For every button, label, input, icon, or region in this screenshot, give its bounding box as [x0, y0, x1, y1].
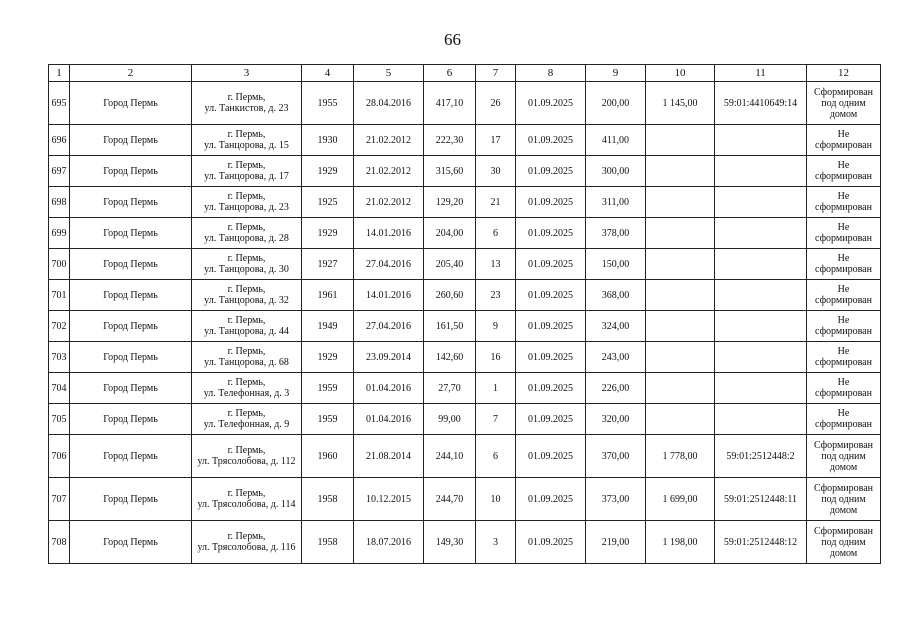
status-line: Не: [837, 346, 850, 357]
address-line: ул. Танцорова, д. 17: [204, 171, 289, 182]
year-cell: 1927: [302, 249, 354, 280]
area-cell: 142,60: [424, 342, 476, 373]
cadastral-number-cell: [715, 156, 807, 187]
table-row: [49, 125, 881, 156]
date-cell: 01.09.2025: [516, 342, 586, 373]
year-cell: 1959: [302, 404, 354, 435]
count-cell: 26: [476, 82, 516, 125]
municipality-cell: Город Пермь: [70, 373, 192, 404]
value-cell: 373,00: [586, 478, 646, 521]
value-cell: 368,00: [586, 280, 646, 311]
value-cell: [646, 249, 715, 280]
cadastral-number-cell: [715, 125, 807, 156]
status-line: Не: [837, 129, 850, 140]
address-line: г. Пермь,: [227, 531, 266, 542]
value-cell: 324,00: [586, 311, 646, 342]
year-cell: 1959: [302, 373, 354, 404]
cadastral-number-cell: [715, 187, 807, 218]
date-cell: 23.09.2014: [354, 342, 424, 373]
status-line: под одним: [821, 450, 866, 462]
column-header: 4: [302, 65, 354, 82]
cadastral-number-cell: [715, 404, 807, 435]
status-cell: [807, 373, 881, 404]
municipality-cell: Город Пермь: [70, 521, 192, 564]
page-number: 66: [444, 30, 461, 49]
area-cell: 149,30: [424, 521, 476, 564]
value-cell: 1 198,00: [646, 521, 715, 564]
registry-table: [48, 64, 881, 564]
row-number: 705: [49, 404, 70, 435]
area-cell: 417,10: [424, 82, 476, 125]
status-line: сформирован: [815, 233, 872, 244]
year-cell: 1929: [302, 218, 354, 249]
date-cell: 28.04.2016: [354, 82, 424, 125]
row-number: 700: [49, 249, 70, 280]
date-cell: 18.07.2016: [354, 521, 424, 564]
municipality-cell: Город Пермь: [70, 249, 192, 280]
row-number: 696: [49, 125, 70, 156]
status-line: под одним: [821, 493, 866, 505]
date-cell: 14.01.2016: [354, 280, 424, 311]
municipality-cell: Город Пермь: [70, 311, 192, 342]
address-cell: [192, 521, 302, 564]
status-line: Не: [837, 222, 850, 233]
address-line: г. Пермь,: [227, 160, 266, 171]
date-cell: 01.09.2025: [516, 187, 586, 218]
status-line: домом: [829, 547, 858, 559]
status-cell: [807, 125, 881, 156]
header-row: [49, 65, 881, 82]
status-line: сформирован: [815, 295, 872, 306]
municipality-cell: Город Пермь: [70, 280, 192, 311]
address-cell: [192, 218, 302, 249]
address-line: г. Пермь,: [227, 408, 266, 419]
municipality-cell: Город Пермь: [70, 478, 192, 521]
status-line: домом: [829, 108, 858, 120]
year-cell: 1929: [302, 342, 354, 373]
date-cell: 01.09.2025: [516, 82, 586, 125]
count-cell: 17: [476, 125, 516, 156]
address-cell: [192, 404, 302, 435]
table-row: [49, 435, 881, 478]
status-line: сформирован: [815, 171, 872, 182]
status-cell: [807, 478, 881, 521]
cadastral-number-cell: 59:01:2512448:2: [715, 435, 807, 478]
date-cell: 01.09.2025: [516, 478, 586, 521]
count-cell: 7: [476, 404, 516, 435]
date-cell: 01.09.2025: [516, 373, 586, 404]
count-cell: 1: [476, 373, 516, 404]
table-row: [49, 521, 881, 564]
status-line: Сформирован: [813, 525, 874, 537]
date-cell: 14.01.2016: [354, 218, 424, 249]
municipality-cell: Город Пермь: [70, 125, 192, 156]
cadastral-number-cell: [715, 311, 807, 342]
status-line: сформирован: [815, 202, 872, 213]
address-cell: [192, 125, 302, 156]
table-row: [49, 82, 881, 125]
address-cell: [192, 435, 302, 478]
status-line: под одним: [821, 97, 866, 109]
value-cell: 200,00: [586, 82, 646, 125]
count-cell: 6: [476, 435, 516, 478]
date-cell: 21.08.2014: [354, 435, 424, 478]
value-cell: [646, 342, 715, 373]
date-cell: 01.09.2025: [516, 311, 586, 342]
address-cell: [192, 82, 302, 125]
area-cell: 244,10: [424, 435, 476, 478]
municipality-cell: Город Пермь: [70, 82, 192, 125]
value-cell: [646, 373, 715, 404]
table-row: [49, 218, 881, 249]
row-number: 703: [49, 342, 70, 373]
table-row: [49, 373, 881, 404]
column-header: 11: [715, 65, 807, 82]
status-cell: [807, 521, 881, 564]
status-line: сформирован: [815, 140, 872, 151]
value-cell: 300,00: [586, 156, 646, 187]
address-line: г. Пермь,: [227, 284, 266, 295]
area-cell: 129,20: [424, 187, 476, 218]
address-line: г. Пермь,: [227, 377, 266, 388]
year-cell: 1955: [302, 82, 354, 125]
municipality-cell: Город Пермь: [70, 435, 192, 478]
status-line: Не: [837, 253, 850, 264]
address-line: ул. Танцорова, д. 23: [204, 202, 289, 213]
address-line: г. Пермь,: [227, 488, 266, 499]
table-row: [49, 280, 881, 311]
count-cell: 13: [476, 249, 516, 280]
status-line: домом: [829, 461, 858, 473]
status-line: Сформирован: [813, 439, 874, 451]
municipality-cell: Город Пермь: [70, 187, 192, 218]
address-line: ул. Танкистов, д. 23: [204, 103, 289, 114]
date-cell: 01.09.2025: [516, 280, 586, 311]
address-cell: [192, 249, 302, 280]
value-cell: [646, 218, 715, 249]
row-number: 707: [49, 478, 70, 521]
column-header: 5: [354, 65, 424, 82]
year-cell: 1958: [302, 478, 354, 521]
table-row: [49, 342, 881, 373]
date-cell: 01.04.2016: [354, 373, 424, 404]
area-cell: 222,30: [424, 125, 476, 156]
column-header: 8: [516, 65, 586, 82]
municipality-cell: Город Пермь: [70, 404, 192, 435]
area-cell: 244,70: [424, 478, 476, 521]
address-line: ул. Танцорова, д. 28: [204, 233, 289, 244]
year-cell: 1930: [302, 125, 354, 156]
status-line: Не: [837, 191, 850, 202]
table-row: [49, 478, 881, 521]
status-line: домом: [829, 504, 858, 516]
value-cell: [646, 311, 715, 342]
date-cell: 21.02.2012: [354, 187, 424, 218]
cadastral-number-cell: [715, 342, 807, 373]
date-cell: 01.09.2025: [516, 218, 586, 249]
column-header: 10: [646, 65, 715, 82]
table-row: [49, 187, 881, 218]
date-cell: 01.04.2016: [354, 404, 424, 435]
column-header: 6: [424, 65, 476, 82]
column-header: 3: [192, 65, 302, 82]
cadastral-number-cell: [715, 218, 807, 249]
address-line: ул. Трясолобова, д. 116: [197, 542, 296, 553]
address-line: ул. Танцорова, д. 30: [204, 264, 289, 275]
table-row: [49, 249, 881, 280]
status-cell: [807, 435, 881, 478]
status-line: под одним: [821, 536, 866, 548]
date-cell: 27.04.2016: [354, 311, 424, 342]
status-line: Сформирован: [813, 86, 874, 98]
row-number: 701: [49, 280, 70, 311]
status-line: сформирован: [815, 326, 872, 337]
address-line: ул. Телефонная, д. 3: [203, 388, 290, 399]
status-line: Не: [837, 160, 850, 171]
status-cell: [807, 156, 881, 187]
column-header: 9: [586, 65, 646, 82]
date-cell: 01.09.2025: [516, 435, 586, 478]
area-cell: 204,00: [424, 218, 476, 249]
address-line: г. Пермь,: [227, 315, 266, 326]
value-cell: 370,00: [586, 435, 646, 478]
count-cell: 16: [476, 342, 516, 373]
status-cell: [807, 82, 881, 125]
row-number: 699: [49, 218, 70, 249]
value-cell: 150,00: [586, 249, 646, 280]
count-cell: 23: [476, 280, 516, 311]
date-cell: 01.09.2025: [516, 249, 586, 280]
address-cell: [192, 478, 302, 521]
year-cell: 1960: [302, 435, 354, 478]
area-cell: 161,50: [424, 311, 476, 342]
date-cell: 21.02.2012: [354, 125, 424, 156]
address-line: ул. Трясолобова, д. 114: [197, 499, 296, 510]
address-line: г. Пермь,: [227, 92, 266, 103]
status-cell: [807, 342, 881, 373]
cadastral-number-cell: 59:01:4410649:14: [715, 82, 807, 125]
cadastral-number-cell: [715, 373, 807, 404]
value-cell: 1 778,00: [646, 435, 715, 478]
column-header: 12: [807, 65, 881, 82]
address-line: г. Пермь,: [227, 346, 266, 357]
address-line: г. Пермь,: [227, 445, 266, 456]
row-number: 698: [49, 187, 70, 218]
address-line: г. Пермь,: [227, 129, 266, 140]
cadastral-number-cell: 59:01:2512448:11: [715, 478, 807, 521]
status-line: сформирован: [815, 388, 872, 399]
value-cell: [646, 187, 715, 218]
date-cell: 01.09.2025: [516, 521, 586, 564]
status-line: сформирован: [815, 264, 872, 275]
status-cell: [807, 280, 881, 311]
count-cell: 30: [476, 156, 516, 187]
value-cell: 243,00: [586, 342, 646, 373]
value-cell: [646, 404, 715, 435]
address-line: ул. Танцорова, д. 15: [204, 140, 289, 151]
address-line: г. Пермь,: [227, 253, 266, 264]
status-cell: [807, 404, 881, 435]
value-cell: 411,00: [586, 125, 646, 156]
table-row: [49, 404, 881, 435]
address-line: ул. Танцорова, д. 44: [204, 326, 289, 337]
address-line: ул. Телефонная, д. 9: [203, 419, 290, 430]
municipality-cell: Город Пермь: [70, 218, 192, 249]
address-cell: [192, 342, 302, 373]
count-cell: 6: [476, 218, 516, 249]
address-line: г. Пермь,: [227, 222, 266, 233]
area-cell: 99,00: [424, 404, 476, 435]
count-cell: 21: [476, 187, 516, 218]
value-cell: 1 145,00: [646, 82, 715, 125]
status-line: Не: [837, 315, 850, 326]
column-header: 1: [49, 65, 70, 82]
value-cell: 226,00: [586, 373, 646, 404]
address-cell: [192, 373, 302, 404]
address-line: ул. Танцорова, д. 68: [204, 357, 289, 368]
date-cell: 01.09.2025: [516, 404, 586, 435]
year-cell: 1925: [302, 187, 354, 218]
value-cell: [646, 156, 715, 187]
status-line: Сформирован: [813, 482, 874, 494]
year-cell: 1929: [302, 156, 354, 187]
cadastral-number-cell: [715, 280, 807, 311]
status-line: Не: [837, 377, 850, 388]
value-cell: 311,00: [586, 187, 646, 218]
status-cell: [807, 218, 881, 249]
year-cell: 1961: [302, 280, 354, 311]
value-cell: 378,00: [586, 218, 646, 249]
area-cell: 27,70: [424, 373, 476, 404]
row-number: 695: [49, 82, 70, 125]
row-number: 697: [49, 156, 70, 187]
count-cell: 10: [476, 478, 516, 521]
value-cell: 320,00: [586, 404, 646, 435]
row-number: 706: [49, 435, 70, 478]
status-cell: [807, 187, 881, 218]
municipality-cell: Город Пермь: [70, 342, 192, 373]
status-cell: [807, 249, 881, 280]
value-cell: 219,00: [586, 521, 646, 564]
value-cell: 1 699,00: [646, 478, 715, 521]
status-line: сформирован: [815, 357, 872, 368]
date-cell: 01.09.2025: [516, 125, 586, 156]
status-line: сформирован: [815, 419, 872, 430]
address-cell: [192, 280, 302, 311]
address-line: ул. Танцорова, д. 32: [204, 295, 289, 306]
row-number: 708: [49, 521, 70, 564]
status-line: Не: [837, 408, 850, 419]
area-cell: 315,60: [424, 156, 476, 187]
table-row: [49, 156, 881, 187]
count-cell: 9: [476, 311, 516, 342]
column-header: 7: [476, 65, 516, 82]
date-cell: 10.12.2015: [354, 478, 424, 521]
area-cell: 205,40: [424, 249, 476, 280]
year-cell: 1958: [302, 521, 354, 564]
row-number: 702: [49, 311, 70, 342]
status-line: Не: [837, 284, 850, 295]
year-cell: 1949: [302, 311, 354, 342]
date-cell: 27.04.2016: [354, 249, 424, 280]
address-cell: [192, 156, 302, 187]
date-cell: 01.09.2025: [516, 156, 586, 187]
column-header: 2: [70, 65, 192, 82]
row-number: 704: [49, 373, 70, 404]
cadastral-number-cell: 59:01:2512448:12: [715, 521, 807, 564]
address-line: г. Пермь,: [227, 191, 266, 202]
table-row: [49, 311, 881, 342]
address-cell: [192, 311, 302, 342]
address-line: ул. Трясолобова, д. 112: [197, 456, 296, 467]
value-cell: [646, 280, 715, 311]
address-cell: [192, 187, 302, 218]
cadastral-number-cell: [715, 249, 807, 280]
area-cell: 260,60: [424, 280, 476, 311]
count-cell: 3: [476, 521, 516, 564]
municipality-cell: Город Пермь: [70, 156, 192, 187]
value-cell: [646, 125, 715, 156]
status-cell: [807, 311, 881, 342]
date-cell: 21.02.2012: [354, 156, 424, 187]
